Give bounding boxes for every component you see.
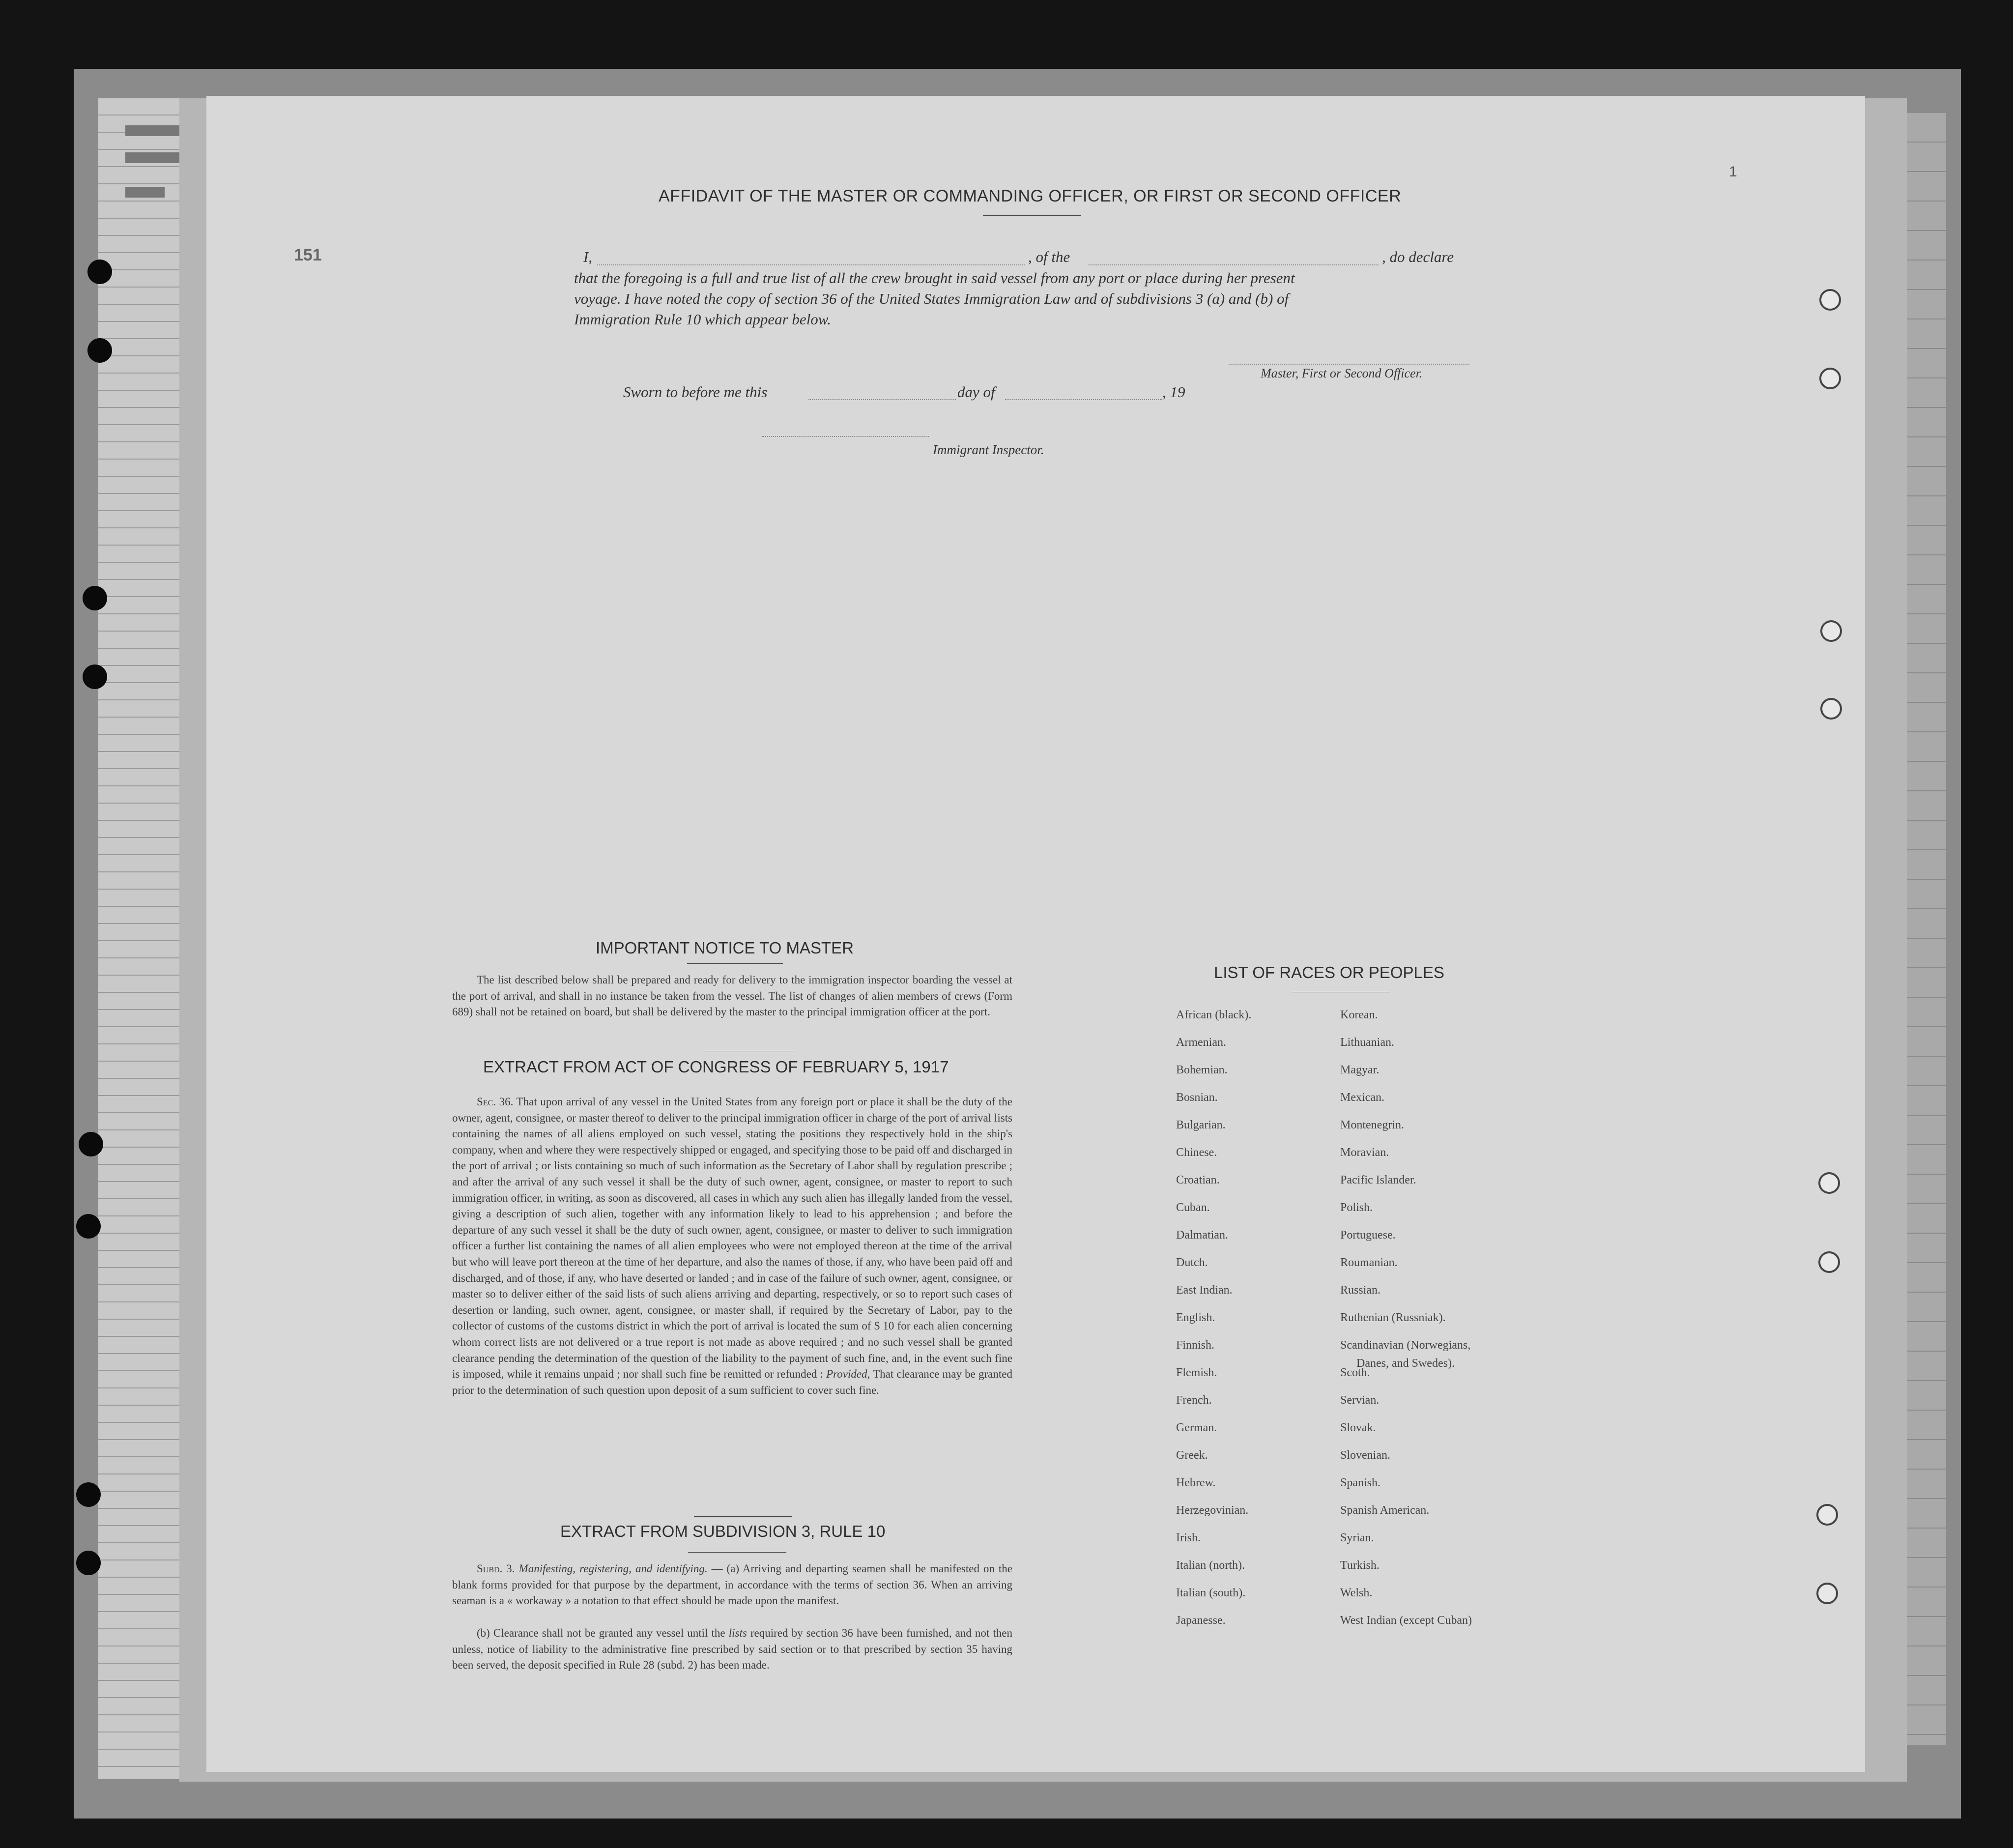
ledger-strip-right (1907, 113, 1946, 1745)
race-item: English. (1176, 1311, 1215, 1324)
races-title: LIST OF RACES OR PEOPLES (1214, 963, 1444, 982)
punch-hole (83, 586, 107, 610)
race-item: Servian. (1340, 1394, 1380, 1407)
race-item: Flemish. (1176, 1366, 1217, 1379)
race-item: Slovak. (1340, 1421, 1376, 1434)
rule-para-a (452, 1561, 1012, 1609)
affidavit-of-the: , of the (1028, 248, 1070, 265)
race-item: Dutch. (1176, 1256, 1208, 1269)
punch-hole (83, 664, 107, 689)
ledger-stamp (125, 187, 165, 198)
rule-para-b-end: required by section 36 have been furnished, and not then unless, notice of liability to the administrative fine prescribed by said section or to that prescribed by section 35 having been served, the deposit specified in Rule 28 (subd. 2) has been made. (452, 1627, 1012, 1672)
name-blank (597, 264, 1025, 265)
affidavit-line-4: Immigration Rule 10 which appear below. (574, 311, 831, 328)
inspector-signature-blank (762, 436, 929, 437)
notice-title: IMPORTANT NOTICE TO MASTER (596, 939, 854, 957)
sworn-text: Sworn to before me this (623, 383, 768, 401)
affidavit-title: AFFIDAVIT OF THE MASTER OR COMMANDING OFFICER, OR FIRST OR SECOND OFFICER (659, 187, 1402, 205)
punch-hole (1819, 289, 1841, 311)
race-item: West Indian (except Cuban) (1340, 1614, 1472, 1627)
punch-hole (1819, 368, 1841, 389)
race-item: Ruthenian (Russniak). (1340, 1311, 1446, 1324)
race-item: Turkish. (1340, 1559, 1380, 1572)
race-item: African (black). (1176, 1009, 1252, 1021)
year-prefix: , 19 (1162, 383, 1185, 401)
race-item: East Indian. (1176, 1284, 1233, 1297)
page-number: 1 (1729, 164, 1737, 180)
punch-hole (76, 1551, 101, 1575)
punch-hole (1820, 620, 1842, 642)
punch-hole (76, 1214, 101, 1239)
subd-heading: Manifesting, registering, and identifying. (518, 1562, 708, 1575)
race-item: Finnish. (1176, 1339, 1215, 1352)
race-item: German. (1176, 1421, 1217, 1434)
race-item: Chinese. (1176, 1146, 1217, 1159)
race-item: Bohemian. (1176, 1064, 1228, 1076)
punch-hole (1818, 1251, 1840, 1273)
race-item: Armenian. (1176, 1036, 1226, 1049)
race-item: Italian (south). (1176, 1587, 1246, 1599)
punch-hole (79, 1132, 103, 1156)
race-item: Irish. (1176, 1531, 1201, 1544)
notice-rule (687, 963, 783, 964)
inspector-label: Immigrant Inspector. (933, 442, 1044, 457)
day-blank (808, 399, 956, 400)
act-body: That upon arrival of any vessel in the United States from any foreign port or place it shall be the duty of the owner, agent, consignee, or master thereof to deliver to the principal immigration officer in charge of the port of arrival lists containing the names of all aliens employed on such vessel, stating the positions they respectively hold in the ship's company, when and where they were respectively shipped or engaged, and specifying those to be paid off and discharged in the port of arrival ; or lists containing so much of such information as the Secretary of Labor shall by regulation prescribe ; and after the arrival of any such vessel it shall be the duty of such owner, agent, consignee, or master to report to such immigration officer, in writing, as soon as discovered, all cases in which any such alien has illegally landed from the vessel, giving a description of such alien, together with any information likely to lead to his apprehension ; and before the departure of any such vessel it shall be the duty of such owner, agent, consignee, or master to deliver to such immigration officer a further list containing the names of all alien employees who were not employed thereon at the time of the arrival but who will leave port thereon at the time of her departure, and also the names of those, if any, who have been paid off and discharged, and of those, if any, who have deserted or landed ; and in case of the failure of such owner, agent, consignee, or master so to deliver either of the said lists of such aliens arriving and departing, respectively, or so to report such cases of desertion or landing, such owner, agent, consignee, or master shall, if required by the Secretary of Labor, pay to the collector of customs of the customs district in which the port of arrival is located the sum of $ 10 for each alien concerning whom correct lists are not delivered or a true report is not made as above required ; and no such vessel shall be granted clearance pending the determination of the question of the liability to the payment of such fine, and, in the event such fine is imposed, while it remains unpaid ; nor shall such fine be remitted or refunded : (452, 1096, 1012, 1381)
act-extract-title: EXTRACT FROM ACT OF CONGRESS OF FEBRUARY 5, 1917 (483, 1058, 949, 1076)
race-item: Spanish American. (1340, 1504, 1430, 1517)
punch-hole (87, 260, 112, 284)
race-item: Syrian. (1340, 1531, 1374, 1544)
margin-number: 151 (294, 246, 322, 264)
act-body-end: That clearance may be granted prior to the determination of such question upon deposit of a sum sufficient to cover such fine. (452, 1368, 1012, 1396)
subd-label: Subd. 3. (477, 1562, 515, 1575)
manifest-page (206, 96, 1865, 1772)
race-item: Italian (north). (1176, 1559, 1245, 1572)
rule-para-b-start: (b) Clearance shall not be granted any vessel until the (477, 1627, 725, 1639)
day-of-text: day of (957, 383, 995, 401)
punch-hole (87, 338, 112, 363)
master-signature-label: Master, First or Second Officer. (1261, 366, 1423, 380)
race-item: Cuban. (1176, 1201, 1210, 1214)
race-item: Herzegovinian. (1176, 1504, 1249, 1517)
affidavit-line-3: voyage. I have noted the copy of section 36 of the United States Immigration Law and of subdivisions 3 (a) and (b) of (574, 290, 1289, 307)
race-item: Scandinavian (Norwegians, (1340, 1339, 1471, 1352)
affidavit-line-2: that the foregoing is a full and true list of all the crew brought in said vessel from any port or place during her present (574, 269, 1295, 287)
affidavit-do-declare: , do declare (1382, 248, 1454, 265)
master-signature-blank (1229, 364, 1469, 365)
rule-para-a-text: — (a) Arriving and departing seamen shall be manifested on the blank forms provided for that purpose by the department, in accordance with the terms of section 36. When an arriving seaman is a « workaway » a notation to that effect should be made upon the manifest. (452, 1562, 1013, 1607)
divider-rule (694, 1516, 792, 1517)
sec-label: Sec. 36. (477, 1096, 514, 1108)
race-item: Moravian. (1340, 1146, 1389, 1159)
punch-hole (1816, 1504, 1838, 1526)
month-blank (1005, 399, 1162, 400)
race-item: Spanish. (1340, 1476, 1381, 1489)
punch-hole (1820, 698, 1842, 720)
vessel-blank (1089, 264, 1379, 265)
provided-word: Provided, (826, 1368, 870, 1381)
race-item: Slovenian. (1340, 1449, 1390, 1462)
rule-extract-rule (688, 1552, 786, 1553)
race-item: Hebrew. (1176, 1476, 1216, 1489)
race-item: Welsh. (1340, 1587, 1373, 1599)
race-item: Polish. (1340, 1201, 1373, 1214)
race-item: Croatian. (1176, 1174, 1220, 1186)
title-rule (983, 215, 1081, 216)
act-extract-text (452, 1094, 1012, 1398)
race-item: Pacific Islander. (1340, 1174, 1416, 1186)
race-item: Korean. (1340, 1009, 1378, 1021)
race-item: Russian. (1340, 1284, 1381, 1297)
race-item: Lithuanian. (1340, 1036, 1394, 1049)
race-item: Scoth. (1340, 1366, 1370, 1379)
race-item: Magyar. (1340, 1064, 1380, 1076)
race-right-continuation: Danes, and Swedes). (1356, 1357, 1455, 1370)
rule-extract-title: EXTRACT FROM SUBDIVISION 3, RULE 10 (560, 1522, 886, 1540)
punch-hole (1816, 1583, 1838, 1604)
race-item: Roumanian. (1340, 1256, 1398, 1269)
race-item: Greek. (1176, 1449, 1208, 1462)
rule-para-b (452, 1625, 1012, 1674)
affidavit-i: I, (583, 248, 593, 265)
race-item: French. (1176, 1394, 1212, 1407)
race-item: Japanesse. (1176, 1614, 1226, 1627)
race-item: Dalmatian. (1176, 1229, 1228, 1242)
race-item: Bulgarian. (1176, 1119, 1226, 1131)
race-item: Mexican. (1340, 1091, 1384, 1104)
notice-text: The list described below shall be prepared and ready for delivery to the immigration inspector boarding the vessel at the port of arrival, and shall in no instance be taken from the vessel. The list of changes of alien members of crews (Form 689) shall not be retained on board, but shall be delivered by the master to the principal immigration officer at the port. (452, 974, 1012, 1018)
punch-hole (76, 1482, 101, 1507)
rule-para-b-lists: lists (728, 1627, 747, 1639)
race-item: Bosnian. (1176, 1091, 1218, 1104)
race-item: Montenegrin. (1340, 1119, 1404, 1131)
race-item: Portuguese. (1340, 1229, 1396, 1242)
punch-hole (1818, 1172, 1840, 1194)
